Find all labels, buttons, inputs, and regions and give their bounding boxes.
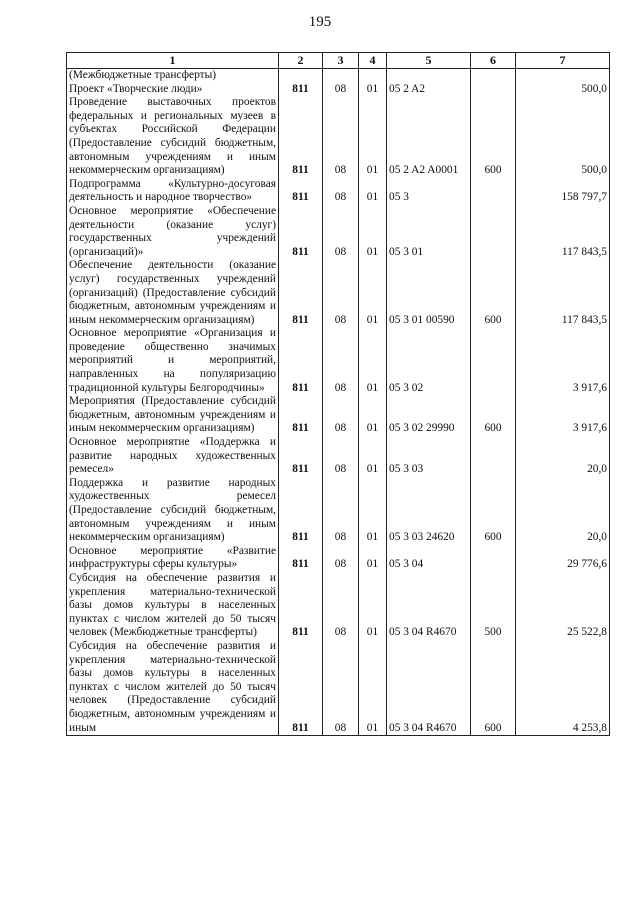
row-admin-code-cell: 811 xyxy=(279,545,323,572)
row-section-cell: 08 xyxy=(323,572,359,640)
row-section-cell: 08 xyxy=(323,477,359,545)
row-subsection-cell: 01 xyxy=(359,477,387,545)
table-row xyxy=(67,395,610,436)
row-section-cell: 08 xyxy=(323,327,359,395)
row-expense-type-cell xyxy=(471,83,516,97)
row-sum-cell: 4 253,8 xyxy=(516,640,610,736)
row-subsection-cell xyxy=(359,69,387,83)
row-section-cell: 08 xyxy=(323,259,359,327)
row-name-cell: Основное мероприятие «Организация и проведение общественно значимых мероприятий и мероприятий, направленных на популяризацию традиционной культуры Белгородчины» xyxy=(67,327,279,395)
row-sum-cell: 500,0 xyxy=(516,96,610,178)
row-article-cell: 05 2 A2 A0001 xyxy=(387,96,471,178)
row-article-cell: 05 3 xyxy=(387,178,471,205)
row-article-cell: 05 3 03 xyxy=(387,436,471,477)
table-row xyxy=(67,545,610,572)
row-article-cell: 05 2 A2 xyxy=(387,83,471,97)
row-sum-cell: 20,0 xyxy=(516,436,610,477)
row-admin-code-cell: 811 xyxy=(279,477,323,545)
page-number: 195 xyxy=(308,14,332,30)
row-name-cell: (Межбюджетные трансферты) xyxy=(67,69,279,83)
row-expense-type-cell xyxy=(471,436,516,477)
table-row xyxy=(67,69,610,83)
row-subsection-cell: 01 xyxy=(359,96,387,178)
row-article-cell: 05 3 02 xyxy=(387,327,471,395)
row-article-cell: 05 3 01 xyxy=(387,205,471,259)
header-col-7: 7 xyxy=(516,53,610,69)
row-section-cell: 08 xyxy=(323,395,359,436)
row-section-cell: 08 xyxy=(323,640,359,736)
row-expense-type-cell xyxy=(471,205,516,259)
row-admin-code-cell: 811 xyxy=(279,395,323,436)
row-name-cell: Субсидия на обеспечение развития и укрепления материально-технической базы домов культуры в населенных пунктах с числом жителей до 50 тысяч человек (Предоставление субсидий бюджетным, автономным учреждениям и иным xyxy=(67,640,279,736)
row-name-cell: Субсидия на обеспечение развития и укрепления материально-технической базы домов культуры в населенных пунктах с числом жителей до 50 тысяч человек (Межбюджетные трансферты) xyxy=(67,572,279,640)
table-row xyxy=(67,572,610,640)
row-sum-cell: 25 522,8 xyxy=(516,572,610,640)
row-article-cell: 05 3 04 R4670 xyxy=(387,572,471,640)
row-expense-type-cell: 600 xyxy=(471,640,516,736)
row-subsection-cell: 01 xyxy=(359,640,387,736)
row-sum-cell: 29 776,6 xyxy=(516,545,610,572)
row-expense-type-cell: 500 xyxy=(471,572,516,640)
row-section-cell: 08 xyxy=(323,205,359,259)
table-row xyxy=(67,436,610,477)
row-sum-cell xyxy=(516,69,610,83)
row-section-cell: 08 xyxy=(323,96,359,178)
row-sum-cell: 500,0 xyxy=(516,83,610,97)
row-admin-code-cell: 811 xyxy=(279,572,323,640)
header-col-3: 3 xyxy=(323,53,359,69)
budget-table xyxy=(66,52,610,736)
table-row xyxy=(67,477,610,545)
row-sum-cell: 158 797,7 xyxy=(516,178,610,205)
row-name-cell: Подпрограмма «Культурно-досуговая деятельность и народное творчество» xyxy=(67,178,279,205)
row-expense-type-cell xyxy=(471,327,516,395)
row-subsection-cell: 01 xyxy=(359,259,387,327)
row-expense-type-cell xyxy=(471,178,516,205)
row-name-cell: Основное мероприятие «Обеспечение деятельности (оказание услуг) государственных учреждений (организаций)» xyxy=(67,205,279,259)
table-row xyxy=(67,259,610,327)
row-expense-type-cell: 600 xyxy=(471,259,516,327)
row-sum-cell: 117 843,5 xyxy=(516,205,610,259)
row-name-cell: Основное мероприятие «Поддержка и развитие народных художественных ремесел» xyxy=(67,436,279,477)
row-sum-cell: 20,0 xyxy=(516,477,610,545)
row-section-cell: 08 xyxy=(323,178,359,205)
row-sum-cell: 3 917,6 xyxy=(516,327,610,395)
row-subsection-cell: 01 xyxy=(359,545,387,572)
row-name-cell: Обеспечение деятельности (оказание услуг) государственных учреждений (организаций) (Предоставление субсидий бюджетным, автономным учреждениям и иным некоммерческим организациям) xyxy=(67,259,279,327)
table-row xyxy=(67,96,610,178)
row-name-cell: Основное мероприятие «Развитие инфраструктуры сферы культуры» xyxy=(67,545,279,572)
header-row xyxy=(67,53,610,69)
row-subsection-cell: 01 xyxy=(359,395,387,436)
row-admin-code-cell xyxy=(279,69,323,83)
row-admin-code-cell: 811 xyxy=(279,640,323,736)
row-subsection-cell: 01 xyxy=(359,572,387,640)
table-row xyxy=(67,178,610,205)
row-article-cell: 05 3 04 xyxy=(387,545,471,572)
row-sum-cell: 117 843,5 xyxy=(516,259,610,327)
row-section-cell: 08 xyxy=(323,436,359,477)
row-section-cell: 08 xyxy=(323,83,359,97)
row-subsection-cell: 01 xyxy=(359,327,387,395)
header-col-4: 4 xyxy=(359,53,387,69)
row-expense-type-cell xyxy=(471,69,516,83)
row-section-cell: 08 xyxy=(323,545,359,572)
row-subsection-cell: 01 xyxy=(359,436,387,477)
row-expense-type-cell: 600 xyxy=(471,96,516,178)
row-name-cell: Поддержка и развитие народных художественных ремесел (Предоставление субсидий бюджетным, автономным учреждениям и иным некоммерческим организациям) xyxy=(67,477,279,545)
row-expense-type-cell: 600 xyxy=(471,477,516,545)
row-article-cell: 05 3 01 00590 xyxy=(387,259,471,327)
row-sum-cell: 3 917,6 xyxy=(516,395,610,436)
header-col-5: 5 xyxy=(387,53,471,69)
row-name-cell: Проект «Творческие люди» xyxy=(67,83,279,97)
table-row xyxy=(67,640,610,736)
table-row xyxy=(67,205,610,259)
row-expense-type-cell xyxy=(471,545,516,572)
row-article-cell: 05 3 04 R4670 xyxy=(387,640,471,736)
row-admin-code-cell: 811 xyxy=(279,83,323,97)
header-col-1: 1 xyxy=(67,53,279,69)
row-section-cell xyxy=(323,69,359,83)
table-row xyxy=(67,327,610,395)
row-article-cell xyxy=(387,69,471,83)
row-expense-type-cell: 600 xyxy=(471,395,516,436)
row-subsection-cell: 01 xyxy=(359,83,387,97)
row-admin-code-cell: 811 xyxy=(279,96,323,178)
row-subsection-cell: 01 xyxy=(359,205,387,259)
row-admin-code-cell: 811 xyxy=(279,259,323,327)
row-admin-code-cell: 811 xyxy=(279,436,323,477)
row-admin-code-cell: 811 xyxy=(279,178,323,205)
row-name-cell: Мероприятия (Предоставление субсидий бюджетным, автономным учреждениям и иным некоммерческим организациям) xyxy=(67,395,279,436)
header-col-6: 6 xyxy=(471,53,516,69)
row-admin-code-cell: 811 xyxy=(279,327,323,395)
row-name-cell: Проведение выставочных проектов федеральных и региональных музеев в субъектах Российской Федерации (Предоставление субсидий бюджетным, автономным учреждениям и иным некоммерческим организациям) xyxy=(67,96,279,178)
row-subsection-cell: 01 xyxy=(359,178,387,205)
row-admin-code-cell: 811 xyxy=(279,205,323,259)
header-col-2: 2 xyxy=(279,53,323,69)
row-article-cell: 05 3 03 24620 xyxy=(387,477,471,545)
table-row xyxy=(67,83,610,97)
row-article-cell: 05 3 02 29990 xyxy=(387,395,471,436)
